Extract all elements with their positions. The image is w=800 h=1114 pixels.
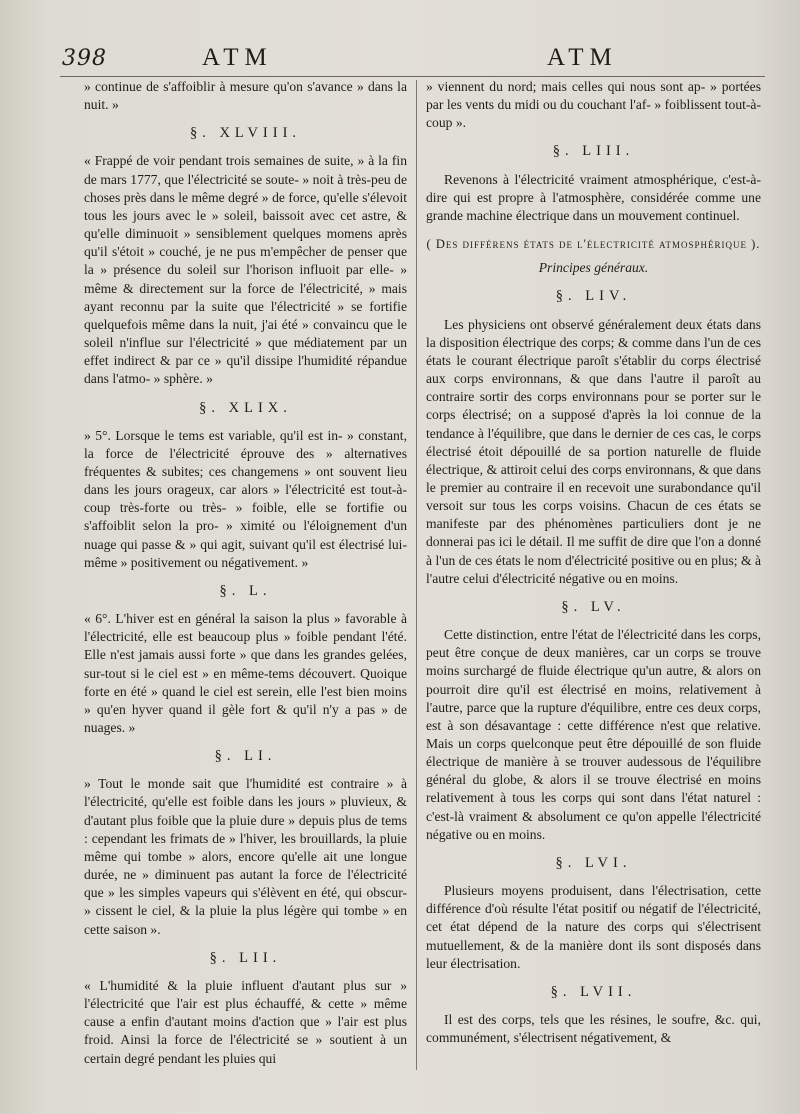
column-divider — [416, 80, 417, 1070]
paragraph: » Tout le monde sait que l'humidité est contraire » à l'électricité, qu'elle est foible dans les jours » pluvieux, & d'autant plus foible que la pluie dure » depuis plus de tems : cependant les frimats de » l'hiver, les brouillards, la pluie même qui tombe » alors, encore qu'elle ait une longue durée, ne » diminuent pas autant la force de l'électricité que » les simples vapeurs qui s'élèvent en été, qui obscur- » cissent le ciel, & la pluie la plus légère qui tombe » en cette saison ». — [84, 776, 407, 937]
paragraph: Il est des corps, tels que les résines, le soufre, &c. qui, communément, s'électrisent négativement, & — [426, 1012, 761, 1046]
paragraph: « Frappé de voir pendant trois semaines de suite, » à la fin de mars 1777, que l'électricité se soute- » noit à très-peu de choses près dans le même degré » de force, qu'elle s'élevoit tous les jours avec le » soleil, baissoit avec cet astre, & qu'elle diminuoit » sensiblement quelques momens après qu'il s'étoit » couché, je ne pus m'empêcher de penser que la » présence du soleil sur l'horison influoit par elle- » même & directement sur la force de l'électricité, » mais ayant reconnu par la suite que l'électricité » se fortifie quelquefois même dans la nuit, j'ai été » convaincu que le soleil n'influe sur l'électricité » que médiatement par un effet indirect & par ce » qu'il dissipe l'humidité répandue dans l'atmo- » sphère. » — [84, 153, 407, 387]
paragraph: » continue de s'affoiblir à mesure qu'on s'avance » dans la nuit. » — [84, 79, 407, 113]
paragraph: Les physiciens ont observé généralement deux états dans la disposition électrique des corps; & comme dans l'un de ces états le courant électrique paroît s'établir du corps électrisé aux corps environnans, & que dans l'autre il paroît au contraire sortir des corps environnans pour se porter sur le corps électrisé; on a supposé d'après la loi connue de la tendance à l'équilibre, que dans le dernier de ces cas, le corps électrisé étoit dépouillé de sa portion naturelle de fluide électrique, & attiroit celui des corps environnans, & que dans le premier au contraire il en recevoit une surabondance qu'il versoit sur tous les corps voisins. Chacun de ces états se manifeste par des phénomènes particuliers dont je ne donnerai pas ici le détail. Il me suffit de dire que l'on a donné à l'un de ces états le nom d'électricité positive ou en plus; & à l'autre celui d'électricité négative ou en moins. — [426, 316, 761, 586]
section-heading: §. LII. — [209, 949, 282, 966]
subheading: Principes généraux. — [538, 260, 649, 276]
section-heading: §. L. — [219, 582, 272, 599]
paragraph: » viennent du nord; mais celles qui nous sont ap- » portées par les vents du midi ou du couchant l'af- » foiblissent tout-à-coup ». — [426, 79, 761, 131]
section-heading: §. XLVIII. — [189, 125, 302, 142]
paragraph: « L'humidité & la pluie influent d'autant plus sur » l'électricité que l'air est plus échauffé, & cette » même cause a enfin d'autant moins d'action que » l'air est plus froid. Ainsi la force de l'électricité se » soutient à un certain degré pendant les pluies qui — [84, 977, 407, 1066]
right-column — [426, 78, 761, 1068]
section-heading: §. LVI. — [555, 854, 632, 871]
page-header — [0, 40, 800, 80]
paragraph: Plusieurs moyens produisent, dans l'électrisation, cette différence d'où résulte l'état positif ou négatif de l'électricité, cet état dépend de la nature des corps qui s'électrisent mutuellement, & de la manière dont ils sont disposés dans leur électrisation. — [426, 883, 761, 971]
section-heading: §. XLIX. — [199, 399, 292, 416]
running-head-right: ATM — [547, 44, 618, 71]
header-rule — [60, 76, 765, 77]
page-number: 398 — [62, 46, 107, 71]
left-column — [62, 78, 407, 1078]
paragraph: Cette distinction, entre l'état de l'électricité dans les corps, peut être conçue de deux manières, car un corps se trouve moins surchargé de fluide électrique qu'un autre, & alors on pourroit dire qu'il est électrisé en moins, relativement à l'autre, parce que la rupture d'équilibre, entre ces deux corps, est à son désavantage : cette différence n'est que relative. Mais un corps quelconque peut être dépouillé de son fluide électrique de manière à se trouver audessous de l'équilibre général du globe, & alors il se trouve électrisé en moins relativement à tous les corps qui sont dans l'état naturel : c'est-là vraiment & absolument ce qu'on appelle l'électricité négative ou en moins. — [426, 627, 761, 842]
paragraph: « 6°. L'hiver est en général la saison la plus » favorable à l'électricité, elle est beaucoup plus » foible pendant l'été. Elle n'est jamais aussi forte » que dans les grandes gelées, sur-tout si le ciel est » en même-tems découvert. Quoique forte en été » quand le ciel est serein, elle l'est bien moins » qu'en hyver quand il gèle fort & qu'il n'y a pas » de nuages. » — [84, 611, 407, 735]
running-head-left: ATM — [202, 44, 273, 71]
chapter-heading: ( Des différens états de l'électricité atmosphérique ). — [426, 237, 761, 252]
section-heading: §. LVII. — [550, 983, 637, 1000]
section-heading: §. LIII. — [552, 143, 635, 160]
section-heading: §. LV. — [561, 598, 626, 615]
section-heading: §. LIV. — [555, 288, 632, 305]
paragraph: » 5°. Lorsque le tems est variable, qu'il est in- » constant, la force de l'électricité éprouve des » alternatives fréquentes & subites; ces changemens » ont souvent lieu dans les jours orageux, car alors » l'électricité est tout-à-coup très-forte ou très- » foible, elle se fortifie ou s'affoiblit selon la pro- » ximité ou l'éloignement d'un nuage qui passe & » qui agit, suivant qu'il est électrisé lui-même » positivement ou négativement. » — [84, 427, 407, 570]
section-heading: §. LI. — [214, 748, 277, 765]
paragraph: Revenons à l'électricité vraiment atmosphérique, c'est-à-dire qui est propre à l'atmosphère, considérée comme une grande machine électrique dans un mouvement continuel. — [426, 171, 761, 223]
